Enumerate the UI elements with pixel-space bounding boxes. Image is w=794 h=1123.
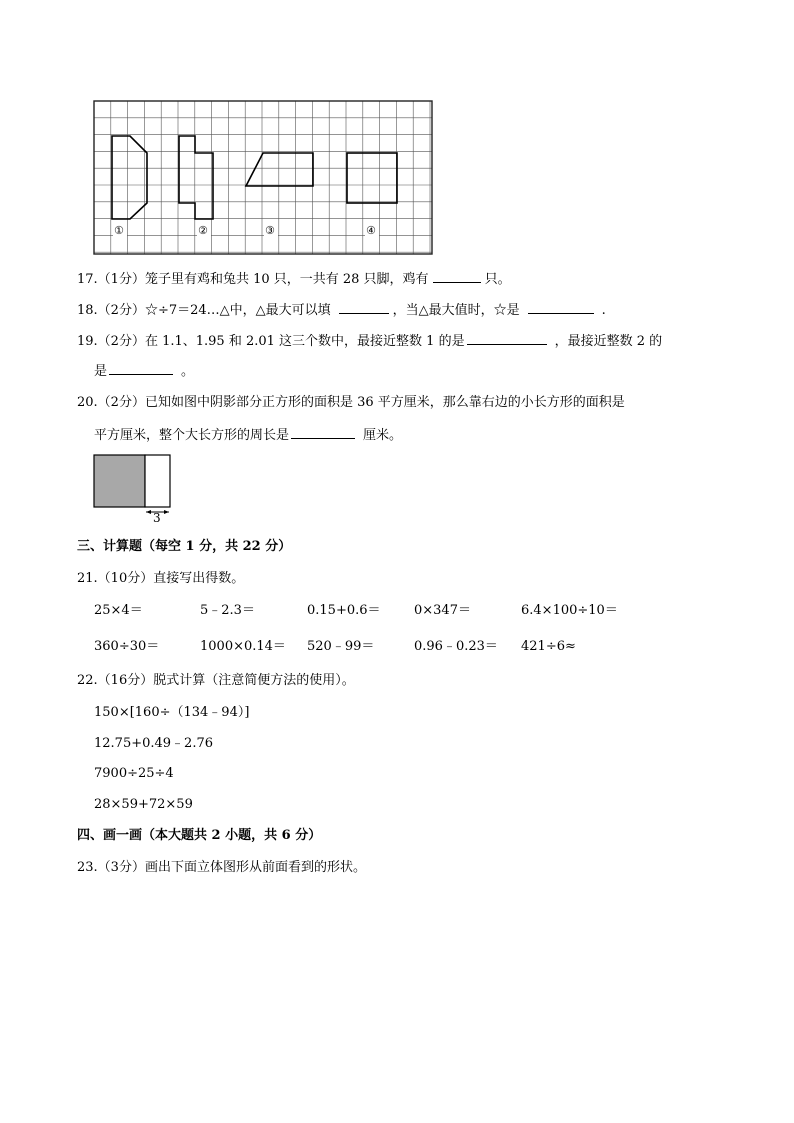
q20-text-b: 厘米。	[363, 428, 403, 443]
shaded-square	[94, 455, 145, 507]
q19-text-b: ，最接近整数 2 的	[554, 334, 663, 349]
section-4-heading: 四、画一画（本大题共 2 小题，共 6 分）	[77, 828, 322, 843]
q20-figure	[0, 0, 794, 540]
calc-item: 360÷30＝	[94, 639, 160, 654]
calc-item: 0.15+0.6＝	[307, 603, 381, 618]
expression-item: 7900÷25÷4	[94, 766, 174, 781]
question-22: 22.（16分）脱式计算（注意简便方法的使用）。	[77, 673, 355, 688]
calc-item: 5﹣2.3＝	[200, 603, 255, 618]
q18-text-b: ，当△最大值时，☆是	[392, 303, 520, 318]
dimension-label: 3	[153, 511, 161, 525]
shape-label-3: ③	[265, 224, 275, 237]
calc-item: 25×4＝	[94, 603, 143, 618]
expression-item: 12.75+0.49﹣2.76	[94, 736, 213, 751]
question-20: 20.（2分）已知如图中阴影部分正方形的面积是 36 平方厘米，那么靠右边的小长方形的面积是	[77, 395, 625, 410]
question-21: 21.（10分）直接写出得数。	[77, 571, 245, 586]
q17-text-b: 只。	[484, 272, 511, 287]
calc-item: 0.96﹣0.23＝	[414, 639, 498, 654]
shape-label-2: ②	[198, 224, 208, 237]
shape-label-1: ①	[114, 224, 124, 237]
calc-item: 0×347＝	[414, 603, 471, 618]
q17-text-a: 17.（1分）笼子里有鸡和兔共 10 只，一共有 28 只脚，鸡有	[77, 272, 429, 287]
q19-text-a: 19.（2分）在 1.1、1.95 和 2.01 这三个数中，最接近整数 1 的是	[77, 334, 465, 349]
small-rectangle	[145, 455, 170, 507]
q18-text-a: 18.（2分）☆÷7＝24…△中，△最大可以填	[77, 303, 331, 318]
calc-item: 1000×0.14＝	[200, 639, 286, 654]
q20-text-a: 平方厘米，整个大长方形的周长是	[94, 428, 290, 443]
section-3-heading: 三、计算题（每空 1 分，共 22 分）	[77, 539, 292, 554]
q19-text-c: 是	[94, 364, 108, 379]
calc-item: 520﹣99＝	[307, 639, 375, 654]
calc-item: 6.4×100÷10＝	[521, 603, 618, 618]
expression-item: 150×[160÷（134﹣94）]	[94, 705, 250, 720]
expression-item: 28×59+72×59	[94, 797, 193, 812]
question-23: 23.（3分）画出下面立体图形从前面看到的形状。	[77, 860, 366, 875]
q19-text-d: 。	[181, 364, 195, 379]
shape-label-4: ④	[366, 224, 376, 237]
calc-item: 421÷6≈	[521, 639, 576, 654]
q18-text-c: .	[601, 303, 606, 318]
